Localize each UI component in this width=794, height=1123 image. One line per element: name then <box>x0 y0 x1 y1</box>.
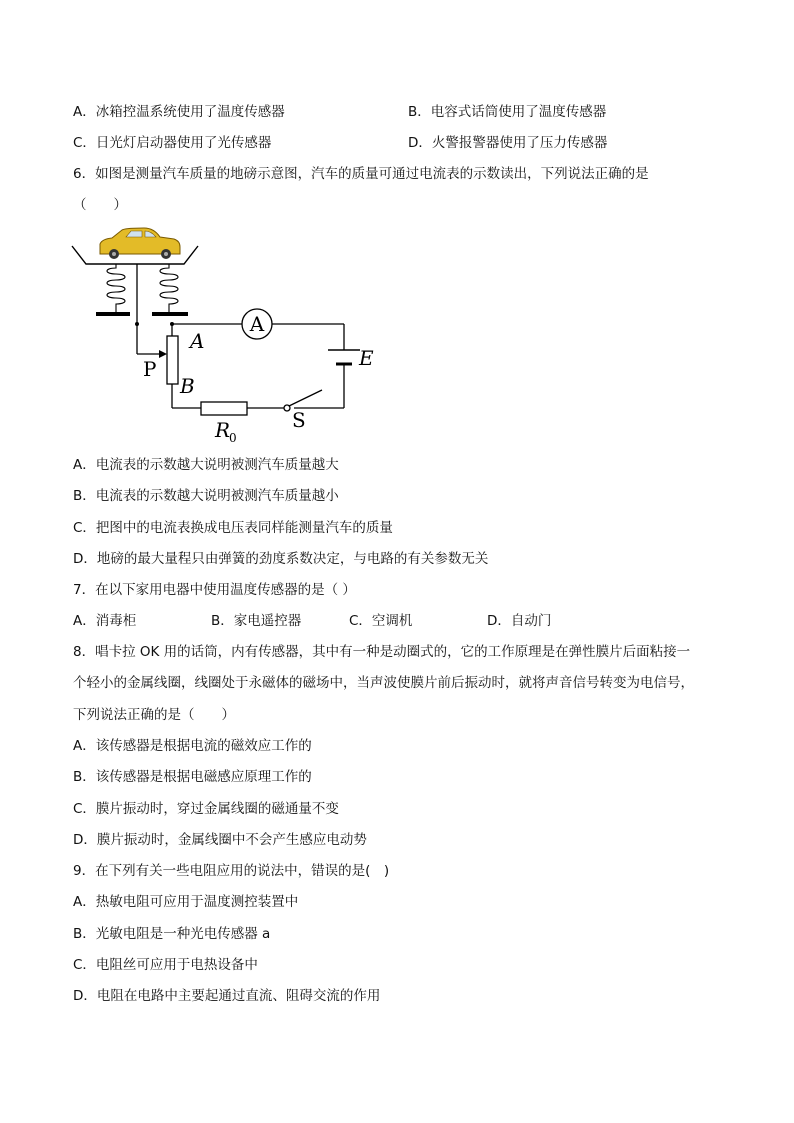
slider-p-label: P <box>143 357 157 381</box>
q7-option-a: A．消毒柜 <box>73 613 137 629</box>
battery-icon <box>328 350 360 364</box>
q5-option-d: D．火警报警器使用了压力传感器 <box>408 135 608 151</box>
q8-option-c: C．膜片振动时，穿过金属线圈的磁通量不变 <box>73 801 339 817</box>
q5-option-b: B．电容式话筒使用了温度传感器 <box>408 104 607 120</box>
q9-option-b: B．光敏电阻是一种光电传感器 a <box>73 926 271 942</box>
battery-e-label: E <box>359 346 374 370</box>
q8-stem-line-3: 下列说法正确的是（ ） <box>73 707 235 723</box>
resistor-r-label: R <box>215 418 231 442</box>
switch-s-label: S <box>292 408 306 432</box>
resistor-subscript-label: 0 <box>229 431 237 445</box>
q8-stem-line-1: 8．唱卡拉 OK 用的话筒，内有传感器，其中有一种是动圈式的，它的工作原理是在弹性膜片后面粘接一 <box>73 644 691 660</box>
q6-stem: 6．如图是测量汽车质量的地磅示意图，汽车的质量可通过电流表的示数读出，下列说法正确的是 <box>73 166 649 182</box>
q6-option-c: C．把图中的电流表换成电压表同样能测量汽车的质量 <box>73 520 393 536</box>
q9-option-c: C．电阻丝可应用于电热设备中 <box>73 957 258 973</box>
q7-option-b: B．家电遥控器 <box>211 613 302 629</box>
junction-dot-right <box>170 322 174 326</box>
rheostat <box>167 336 178 384</box>
q6-option-d: D．地磅的最大量程只由弹簧的劲度系数决定，与电路的有关参数无关 <box>73 551 489 567</box>
ammeter-label: A <box>249 312 265 336</box>
spring-right <box>160 264 178 312</box>
car-icon <box>100 228 180 259</box>
q7-option-d: D．自动门 <box>487 613 552 629</box>
q8-option-b: B．该传感器是根据电磁感应原理工作的 <box>73 769 312 785</box>
q9-option-d: D．电阻在电路中主要起通过直流、阻碍交流的作用 <box>73 988 381 1004</box>
q7-option-c: C．空调机 <box>349 613 413 629</box>
q6-answer-bracket: （ ） <box>73 197 127 213</box>
q8-stem-line-2: 个轻小的金属线圈，线圈处于永磁体的磁场中，当声波使膜片前后振动时，就将声音信号转变为电信号， <box>73 675 694 691</box>
q6-option-a: A．电流表的示数越大说明被测汽车质量越大 <box>73 457 339 473</box>
q5-option-c: C．日光灯启动器使用了光传感器 <box>73 135 272 151</box>
q6-option-b: B．电流表的示数越大说明被测汽车质量越小 <box>73 488 339 504</box>
q9-option-a: A．热敏电阻可应用于温度测控装置中 <box>73 894 299 910</box>
q9-stem: 9．在下列有关一些电阻应用的说法中，错误的是( ) <box>73 863 390 879</box>
q8-option-a: A．该传感器是根据电流的磁效应工作的 <box>73 738 312 754</box>
truck-scale-circuit-figure <box>66 208 396 448</box>
spring-left <box>107 264 125 312</box>
slider-arrow <box>159 350 167 358</box>
terminal-a-label: A <box>190 329 205 353</box>
q7-stem: 7．在以下家用电器中使用温度传感器的是（ ） <box>73 582 356 598</box>
terminal-b-label: B <box>180 374 195 398</box>
q5-option-a: A．冰箱控温系统使用了温度传感器 <box>73 104 285 120</box>
resistor-r0 <box>201 402 247 415</box>
q8-option-d: D．膜片振动时，金属线圈中不会产生感应电动势 <box>73 832 367 848</box>
junction-dot-left <box>135 322 139 326</box>
